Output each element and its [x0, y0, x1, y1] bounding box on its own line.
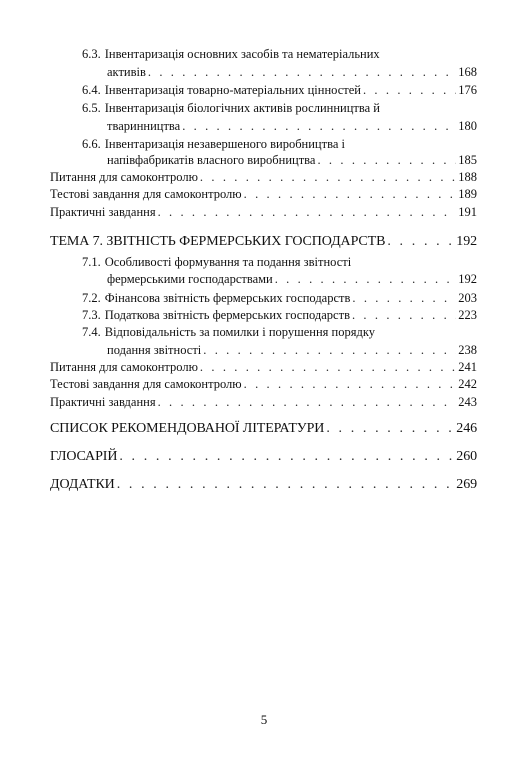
toc-entry-6-6[interactable]: [107, 153, 477, 168]
toc-entry-label: подання звітності: [107, 343, 202, 357]
toc-page-number: 176: [458, 83, 477, 97]
toc-entry-7-2[interactable]: [82, 291, 477, 306]
page-number: 5: [260, 712, 268, 727]
toc-page-number: 192: [456, 234, 477, 249]
toc-entry-label: Податкова звітність фермерських господарств: [104, 308, 350, 322]
toc-page-number: 246: [456, 421, 477, 436]
toc-entry-label: активів: [107, 65, 146, 79]
toc-page-number: 191: [458, 205, 477, 219]
toc-entry-tests-7[interactable]: [50, 377, 477, 392]
leader-dots: [119, 449, 454, 464]
toc-page-number: 188: [458, 170, 477, 184]
toc-entry-7-1-line1: [82, 255, 351, 270]
toc-entry-number: 6.3.: [82, 47, 101, 61]
leader-dots: [326, 421, 454, 436]
leader-dots: [275, 272, 457, 287]
toc-section-title: ДОДАТКИ: [50, 477, 115, 492]
toc-entry-questions-6[interactable]: [50, 170, 477, 185]
toc-page-number: 241: [458, 360, 477, 374]
toc-entry-number: 7.3.: [82, 308, 101, 322]
leader-dots: [244, 187, 457, 202]
toc-entry-7-4-line1: [82, 325, 375, 340]
toc-entry-6-6-line1: [82, 137, 345, 152]
toc-entry-label: Питання для самоконтролю: [50, 360, 198, 374]
toc-page-number: 168: [458, 65, 477, 79]
toc-entry-number: 7.1.: [82, 255, 101, 269]
toc-page-number: 180: [458, 119, 477, 133]
leader-dots: [200, 360, 456, 375]
toc-entry-label: Відповідальність за помилки і порушення порядку: [104, 325, 375, 339]
toc-entry-number: 6.6.: [82, 137, 101, 151]
toc-page-number: 223: [458, 308, 477, 322]
toc-entry-label: фермерськими господарствами: [107, 272, 273, 286]
toc-theme-title: ТЕМА 7. ЗВІТНІСТЬ ФЕРМЕРСЬКИХ ГОСПОДАРСТВ: [50, 234, 386, 249]
leader-dots: [158, 395, 457, 410]
toc-entry-practice-7[interactable]: [50, 395, 477, 410]
toc-entry-label: напівфабрикатів власного виробництва: [107, 153, 316, 167]
leader-dots: [148, 65, 456, 80]
toc-appendices[interactable]: [50, 477, 477, 492]
toc-entry-label: Інвентаризація товарно-матеріальних цінностей: [104, 83, 361, 97]
leader-dots: [182, 119, 456, 134]
toc-entry-number: 7.4.: [82, 325, 101, 339]
toc-entry-7-3[interactable]: [82, 308, 477, 323]
toc-entry-7-4[interactable]: [107, 343, 477, 358]
leader-dots: [352, 308, 456, 323]
toc-entry-label: Питання для самоконтролю: [50, 170, 198, 184]
toc-glossary[interactable]: [50, 449, 477, 464]
toc-entry-6-3[interactable]: [107, 65, 477, 80]
leader-dots: [387, 234, 454, 249]
toc-entry-label: Інвентаризація біологічних активів рослинництва й: [104, 101, 380, 115]
toc-entry-label: Фінансова звітність фермерських господарств: [104, 291, 351, 305]
leader-dots: [203, 343, 456, 358]
toc-page-number: 189: [458, 187, 477, 201]
toc-page-number: 185: [458, 153, 477, 167]
toc-page-number: 192: [458, 272, 477, 286]
toc-section-title: СПИСОК РЕКОМЕНДОВАНОЇ ЛІТЕРАТУРИ: [50, 421, 325, 436]
toc-entry-practice-6[interactable]: [50, 205, 477, 220]
leader-dots: [317, 153, 456, 168]
toc-page-number: 260: [456, 449, 477, 464]
leader-dots: [158, 205, 457, 220]
toc-entry-number: 6.5.: [82, 101, 101, 115]
toc-section-title: ГЛОСАРІЙ: [50, 449, 118, 464]
toc-entry-number: 6.4.: [82, 83, 101, 97]
toc-entry-label: Практичні завдання: [50, 395, 156, 409]
toc-entry-tests-6[interactable]: [50, 187, 477, 202]
toc-entry-label: тваринництва: [107, 119, 181, 133]
toc-entry-label: Особливості формування та подання звітності: [104, 255, 352, 269]
toc-page-number: 242: [458, 377, 477, 391]
toc-entry-label: Тестові завдання для самоконтролю: [50, 377, 242, 391]
leader-dots: [200, 170, 456, 185]
toc-entry-6-3-line1: [82, 47, 380, 62]
toc-literature[interactable]: [50, 421, 477, 436]
toc-entry-6-4[interactable]: [82, 83, 477, 98]
leader-dots: [117, 477, 455, 492]
leader-dots: [352, 291, 456, 306]
toc-page-number: 243: [458, 395, 477, 409]
toc-entry-questions-7[interactable]: [50, 360, 477, 375]
toc-entry-6-5[interactable]: [107, 119, 477, 134]
toc-page-number: 203: [458, 291, 477, 305]
toc-theme-7[interactable]: [50, 234, 477, 249]
toc-entry-label: Практичні завдання: [50, 205, 156, 219]
toc-page-number: 269: [456, 477, 477, 492]
toc-entry-label: Тестові завдання для самоконтролю: [50, 187, 242, 201]
toc-entry-6-5-line1: [82, 101, 380, 116]
leader-dots: [244, 377, 457, 392]
leader-dots: [363, 83, 456, 98]
toc-page-number: 238: [458, 343, 477, 357]
toc-entry-label: Інвентаризація незавершеного виробництва і: [104, 137, 345, 151]
toc-entry-7-1[interactable]: [107, 272, 477, 287]
toc-entry-label: Інвентаризація основних засобів та нематеріальних: [104, 47, 380, 61]
toc-entry-number: 7.2.: [82, 291, 101, 305]
